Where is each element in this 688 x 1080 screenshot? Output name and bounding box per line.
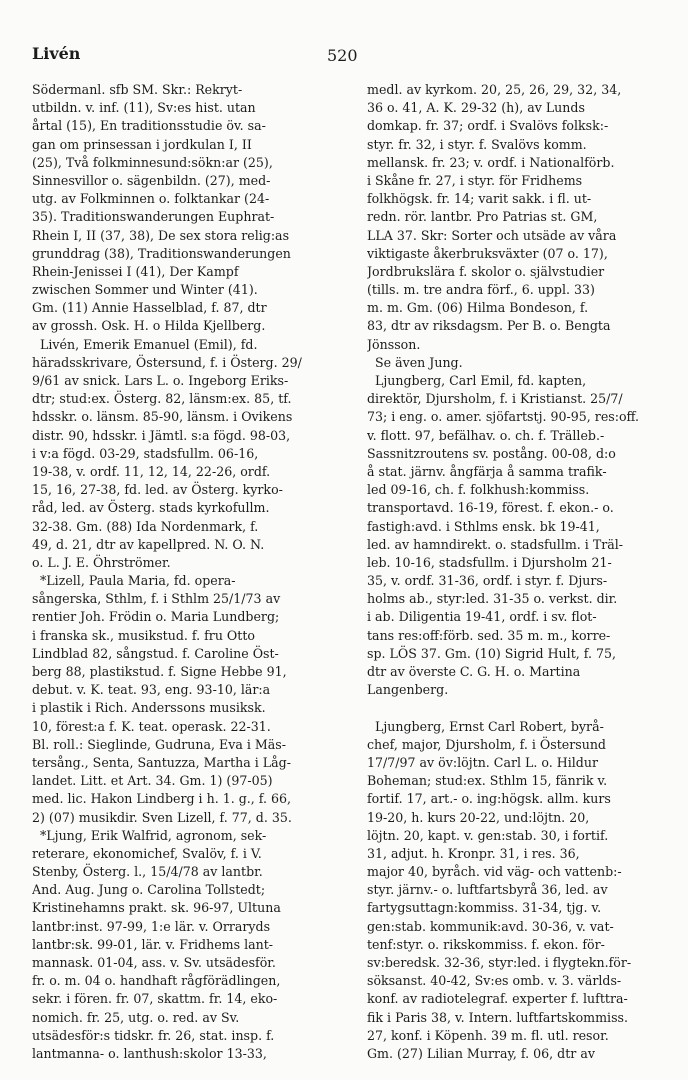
text-line: dtr av överste C. G. H. o. Martina (367, 664, 581, 679)
text-line: led. av hamndirekt. o. stadsfullm. i Träl- (367, 536, 624, 552)
text-line: 83, dtr av riksdagsm. Per B. o. Bengta (367, 318, 611, 334)
right-column (367, 81, 685, 1063)
text-line: grunddrag (38), Traditionswanderungen (32, 245, 291, 261)
text-line: 15, 16, 27-38, fd. led. av Österg. kyrko- (32, 482, 283, 498)
text-line: 36 o. 41, A. K. 29-32 (h), av Lunds (367, 100, 585, 116)
text-line: folkhögsk. fr. 14; varit sakk. i fl. ut- (367, 191, 592, 207)
text-line: Langenberg. (367, 682, 449, 698)
text-line: tenf:styr. o. rikskommiss. f. ekon. för- (367, 936, 605, 952)
text-line: And. Aug. Jung o. Carolina Tollstedt; (32, 882, 266, 898)
text-line: Bl. roll.: Sieglinde, Gudruna, Eva i Mäs- (32, 736, 287, 752)
text-line: 10, förest:a f. K. teat. operask. 22-31. (32, 718, 271, 734)
text-line: 19-20, h. kurs 20-22, und:löjtn. 20, (367, 809, 590, 825)
text-line: rentier Joh. Frödin o. Maria Lundberg; (32, 609, 280, 625)
text-line: nomich. fr. 25, utg. o. red. av Sv. (32, 1009, 240, 1025)
text-line: sångerska, Sthlm, f. i Sthlm 25/1/73 av (32, 591, 281, 607)
text-line: i ab. Diligentia 19-41, ordf. i sv. flot- (367, 609, 597, 625)
text-line: styr. järnv.- o. luftfartsbyrå 36, led. av (367, 882, 608, 898)
text-line: domkap. fr. 37; ordf. i Svalövs folksk:- (367, 118, 609, 134)
text-line: sp. LÖS 37. Gm. (10) Sigrid Hult, f. 75, (367, 645, 617, 661)
text-line: i Skåne fr. 27, i styr. för Fridhems (367, 172, 583, 188)
text-line: löjtn. 20, kapt. v. gen:stab. 30, i fortif. (367, 827, 609, 843)
text-line: tans res:off:förb. sed. 35 m. m., korre- (367, 627, 611, 643)
text-line: transportavd. 16-19, förest. f. ekon.- o. (367, 500, 614, 516)
text-line: leb. 10-16, stadsfullm. i Djursholm 21- (367, 554, 612, 570)
text-line: fortif. 17, art.- o. ing:högsk. allm. kurs (367, 791, 611, 807)
left-column (32, 81, 352, 1063)
text-line: lantbr:sk. 99-01, lär. v. Fridhems lant- (32, 936, 274, 952)
text-line: råd, led. av Österg. stads kyrkofullm. (32, 500, 270, 516)
text-line: zwischen Sommer und Winter (41). (32, 282, 258, 298)
text-line: 27, konf. i Köpenh. 39 m. fl. utl. resor. (367, 1027, 609, 1043)
text-line: landet. Litt. et Art. 34. Gm. 1) (97-05) (32, 773, 273, 789)
text-line: styr. fr. 32, i styr. f. Svalövs komm. (367, 136, 587, 152)
text-line: utbildn. v. inf. (11), Sv:es hist. utan (32, 100, 256, 116)
text-line: Södermanl. sfb SM. Skr.: Rekryt- (32, 82, 243, 97)
text-line: Gm. (11) Annie Hasselblad, f. 87, dtr (32, 300, 267, 316)
page-number: 520 (327, 46, 358, 65)
text-line: gen:stab. kommunik:avd. 30-36, v. vat- (367, 918, 614, 934)
text-line: *Lizell, Paula Maria, fd. opera- (32, 573, 236, 589)
text-line: 9/61 av snick. Lars L. o. Ingeborg Eriks- (32, 373, 289, 388)
text-line: o. L. J. E. Öhrströmer. (32, 554, 171, 570)
text-line: utsädesför:s tidskr. fr. 26, stat. insp. f. (32, 1027, 275, 1043)
text-line (367, 699, 685, 717)
text-line: fartygsuttagn:kommiss. 31-34, tjg. v. (367, 900, 602, 916)
text-line: 2) (07) musikdir. Sven Lizell, f. 77, d. 35. (32, 809, 292, 825)
text-line: 32-38. Gm. (88) Ida Nordenmark, f. (32, 518, 259, 534)
text-line: Ljungberg, Ernst Carl Robert, byrå- (367, 718, 604, 734)
text-line: lantbr:inst. 97-99, 1:e lär. v. Orraryds (32, 918, 271, 934)
text-line: i v:a fögd. 03-29, stadsfullm. 06-16, (32, 445, 259, 461)
text-line: sv:beredsk. 32-36, styr:led. i flygtekn.för- (367, 955, 632, 970)
text-line: dtr; stud:ex. Österg. 82, länsm:ex. 85, tf. (32, 391, 292, 407)
text-line: årtal (15), En traditionsstudie öv. sa- (32, 118, 266, 134)
text-line: fastigh:avd. i Sthlms ensk. bk 19-41, (367, 518, 600, 534)
text-line: Stenby, Österg. l., 15/4/78 av lantbr. (32, 864, 263, 880)
text-line: berg 88, plastikstud. f. Signe Hebbe 91, (32, 664, 287, 679)
text-line: mellansk. fr. 23; v. ordf. i Nationalförb. (367, 154, 615, 170)
text-line: 31, adjut. h. Kronpr. 31, i res. 36, (367, 845, 580, 861)
text-line: Jordbrukslära f. skolor o. självstudier (367, 263, 605, 279)
text-line: 73; i eng. o. amer. sjöfartstj. 90-95, res:off. (367, 409, 640, 425)
text-line: i plastik i Rich. Anderssons musiksk. (32, 700, 266, 716)
running-head-name: Livén (32, 44, 81, 63)
text-line: *Ljung, Erik Walfrid, agronom, sek- (32, 827, 267, 843)
text-line: Rhein I, II (37, 38), De sex stora relig:as (32, 227, 290, 243)
text-line: Kristinehamns prakt. sk. 96-97, Ultuna (32, 900, 281, 916)
text-line: fik i Paris 38, v. Intern. luftfartskommiss. (367, 1009, 629, 1025)
text-line: av grossh. Osk. H. o Hilda Kjellberg. (32, 318, 266, 334)
text-line: debut. v. K. teat. 93, eng. 93-10, lär:a (32, 682, 271, 698)
text-line: viktigaste åkerbruksväxter (07 o. 17), (367, 245, 608, 261)
text-line: (25), Två folkminnesund:sökn:ar (25), (32, 154, 273, 170)
text-line: (tills. m. tre andra förf., 6. uppl. 33) (367, 282, 595, 298)
text-line: Ljungberg, Carl Emil, fd. kapten, (367, 373, 587, 388)
text-line: konf. av radiotelegraf. experter f. lufttra- (367, 991, 628, 1007)
text-line: hdsskr. o. länsm. 85-90, länsm. i Ovikens (32, 409, 293, 425)
text-line: Gm. (27) Lilian Murray, f. 06, dtr av (367, 1045, 595, 1061)
text-line: i franska sk., musikstud. f. fru Otto (32, 627, 255, 643)
text-line: gan om prinsessan i jordkulan I, II (32, 136, 252, 152)
text-line: m. m. Gm. (06) Hilma Bondeson, f. (367, 300, 589, 316)
text-line: tersång., Senta, Santuzza, Martha i Låg- (32, 754, 291, 770)
text-line: lantmanna- o. lanthush:skolor 13-33, (32, 1045, 267, 1061)
text-line: distr. 90, hdsskr. i Jämtl. s:a fögd. 98-03, (32, 427, 291, 443)
text-line: häradsskrivare, Östersund, f. i Österg. 29/ (32, 354, 302, 370)
text-line: fr. o. m. 04 o. handhaft rågförädlingen, (32, 973, 281, 989)
text-line: direktör, Djursholm, f. i Kristianst. 25/7/ (367, 391, 623, 407)
text-line: å stat. järnv. ångfärja å samma trafik- (367, 463, 607, 479)
text-line: Sinnesvillor o. sägenbildn. (27), med- (32, 172, 271, 188)
text-line: 49, d. 21, dtr av kapellpred. N. O. N. (32, 536, 265, 552)
text-line: led 09-16, ch. f. folkhush:kommiss. (367, 482, 590, 498)
text-line: medl. av kyrkom. 20, 25, 26, 29, 32, 34, (367, 82, 622, 97)
text-line: major 40, byråch. vid väg- och vattenb:- (367, 864, 622, 880)
text-line: reterare, ekonomichef, Svalöv, f. i V. (32, 845, 262, 861)
text-line: Rhein-Jenissei I (41), Der Kampf (32, 263, 239, 279)
text-line: 35). Traditionswanderungen Euphrat- (32, 209, 275, 225)
text-line: Se även Jung. (367, 354, 463, 370)
text-line: 17/7/97 av öv:löjtn. Carl L. o. Hildur (367, 754, 598, 770)
text-line: 19-38, v. ordf. 11, 12, 14, 22-26, ordf. (32, 463, 271, 479)
text-line: mannask. 01-04, ass. v. Sv. utsädesför. (32, 955, 276, 970)
text-line: v. flott. 97, befälhav. o. ch. f. Trälleb.- (367, 427, 605, 443)
text-line: utg. av Folkminnen o. folktankar (24- (32, 191, 270, 207)
text-line: Lindblad 82, sångstud. f. Caroline Öst- (32, 645, 279, 661)
text-line: Boheman; stud:ex. Sthlm 15, fänrik v. (367, 773, 608, 789)
text-line: med. lic. Hakon Lindberg i h. 1. g., f. 66, (32, 791, 292, 807)
text-line: sekr. i fören. fr. 07, skattm. fr. 14, eko- (32, 991, 278, 1007)
text-line: 35, v. ordf. 31-36, ordf. i styr. f. Djurs- (367, 573, 608, 589)
text-line: holms ab., styr:led. 31-35 o. verkst. dir. (367, 591, 618, 607)
text-line: chef, major, Djursholm, f. i Östersund (367, 736, 606, 752)
text-line: Livén, Emerik Emanuel (Emil), fd. (32, 336, 258, 352)
text-line: LLA 37. Skr: Sorter och utsäde av våra (367, 227, 617, 243)
text-line: Jönsson. (367, 336, 421, 352)
text-line: Sassnitzroutens sv. postång. 00-08, d:o (367, 445, 616, 461)
text-line: redn. rör. lantbr. Pro Patrias st. GM, (367, 209, 598, 225)
text-line: söksanst. 40-42, Sv:es omb. v. 3. världs- (367, 973, 622, 989)
